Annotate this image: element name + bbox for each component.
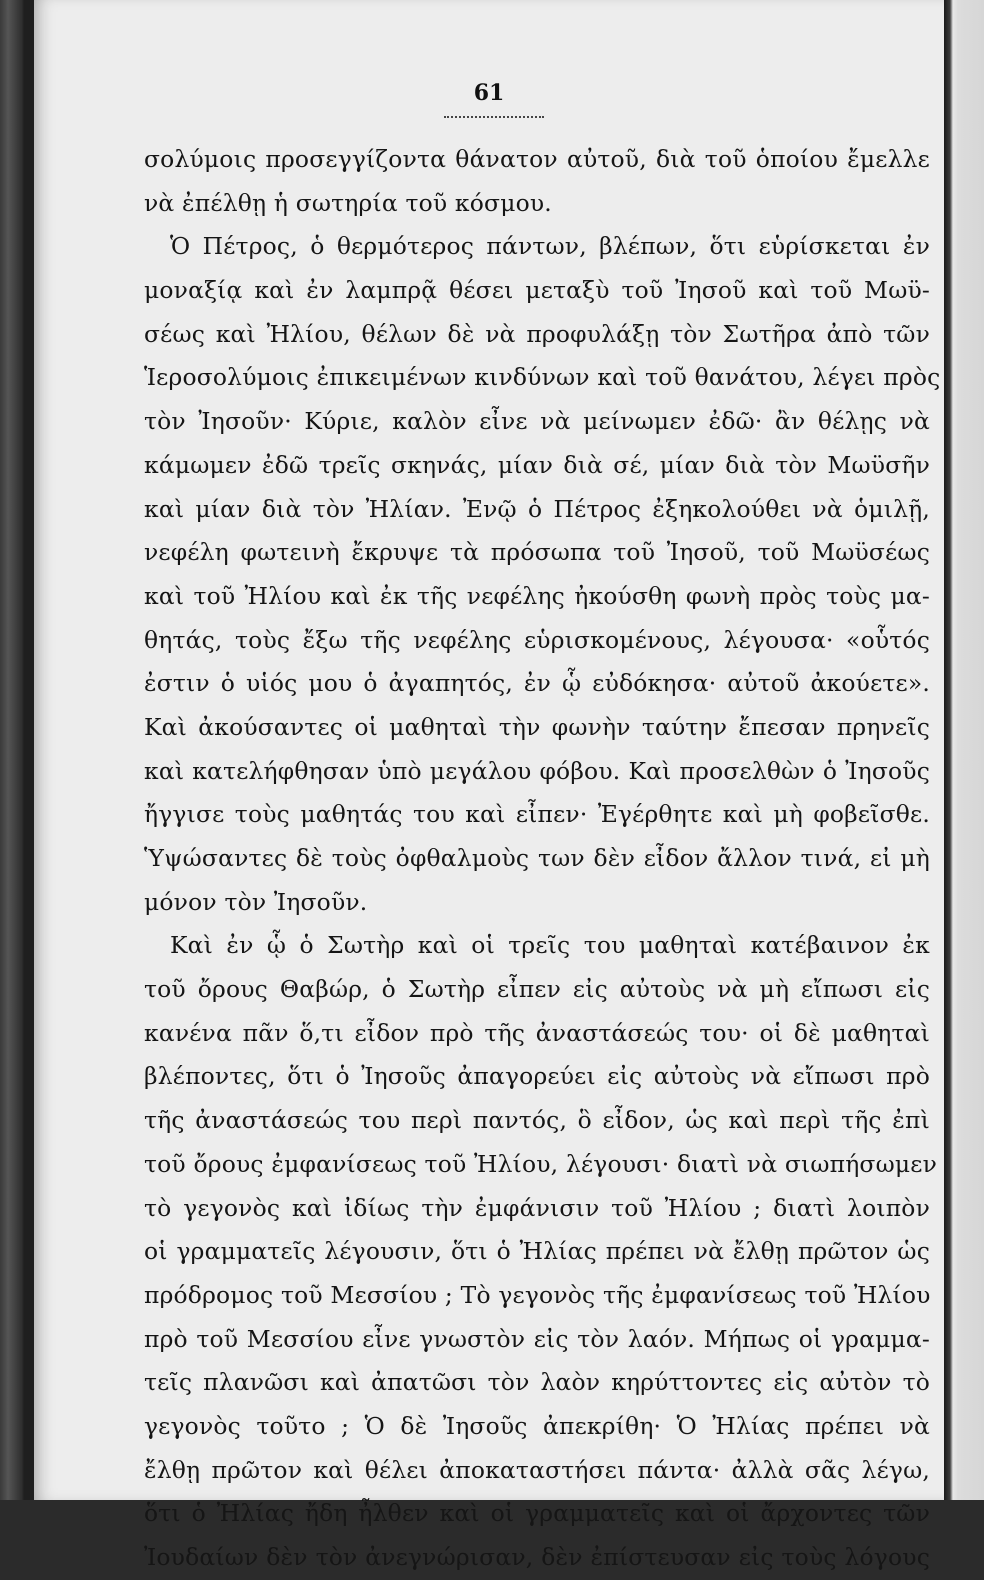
text-line: ἔλθῃ πρῶτον καὶ θέλει ἀποκαταστήσει πάντα· ἀλλὰ σᾶς λέγω,: [144, 1455, 930, 1484]
page-edge: [944, 0, 984, 1500]
text-line: τεῖς πλανῶσι καὶ ἀπατῶσι τὸν λαὸν κηρύττοντες εἰς αὐτὸν τὸ: [144, 1368, 930, 1397]
text-line: ὅτι ὁ Ἠλίας ἤδη ἦλθεν καὶ οἱ γραμματεῖς καὶ οἱ ἄρχοντες τῶν: [144, 1499, 930, 1528]
book-page: [34, 0, 944, 1571]
text-line: θητάς, τοὺς ἔξω τῆς νεφέλης εὑρισκομένους, λέγουσα· «οὗτός: [144, 625, 930, 654]
text-line: κάμωμεν ἐδῶ τρεῖς σκηνάς, μίαν διὰ σέ, μίαν διὰ τὸν Μωϋσῆν: [144, 450, 930, 479]
text-line: σέως καὶ Ἠλίου, θέλων δὲ νὰ προφυλάξῃ τὸν Σωτῆρα ἀπὸ τῶν: [144, 319, 930, 348]
text-line: καὶ τοῦ Ἠλίου καὶ ἐκ τῆς νεφέλης ἠκούσθη φωνὴ πρὸς τοὺς μα-: [144, 581, 930, 610]
text-line: ἐστιν ὁ υἱός μου ὁ ἀγαπητός, ἐν ᾧ εὐδόκησα· αὐτοῦ ἀκούετε».: [144, 669, 930, 698]
text-line: Ὑψώσαντες δὲ τοὺς ὀφθαλμοὺς των δὲν εἶδον ἄλλον τινά, εἰ μὴ: [144, 844, 930, 872]
text-line: τῆς ἀναστάσεώς του περὶ παντός, ὃ εἶδον, ὡς καὶ περὶ τῆς ἐπὶ: [144, 1106, 930, 1135]
text-line: πρόδρομος τοῦ Μεσσίου ; Τὸ γεγονὸς τῆς ἐμφανίσεως τοῦ Ἠλίου: [144, 1280, 931, 1309]
text-line: γεγονὸς τοῦτο ; Ὁ δὲ Ἰησοῦς ἀπεκρίθη· Ὁ Ἠλίας πρέπει νὰ: [144, 1411, 930, 1440]
text-line: καὶ μίαν διὰ τὸν Ἠλίαν. Ἐνῷ ὁ Πέτρος ἐξηκολούθει νὰ ὁμιλῇ,: [144, 494, 930, 523]
text-line: τοῦ ὄρους ἐμφανίσεως τοῦ Ἠλίου, λέγουσι· διατὶ νὰ σιωπήσωμεν: [144, 1149, 938, 1178]
text-line: σολύμοις προσεγγίζοντα θάνατον αὐτοῦ, διὰ τοῦ ὁποίου ἔμελλε: [144, 145, 930, 173]
text-line: βλέποντες, ὅτι ὁ Ἰησοῦς ἀπαγορεύει εἰς αὐτοὺς νὰ εἴπωσι πρὸ: [144, 1062, 930, 1091]
text-line: Καὶ ἀκούσαντες οἱ μαθηταὶ τὴν φωνὴν ταύτην ἔπεσαν πρηνεῖς: [144, 712, 930, 741]
text-line: ἤγγισε τοὺς μαθητάς του καὶ εἶπεν· Ἐγέρθητε καὶ μὴ φοβεῖσθε.: [144, 800, 930, 829]
text-line: νὰ ἐπέλθῃ ἡ σωτηρία τοῦ κόσμου.: [144, 188, 552, 217]
page-number-rule: [444, 116, 544, 118]
text-line: πρὸ τοῦ Μεσσίου εἶνε γνωστὸν εἰς τὸν λαόν. Μήπως οἱ γραμμα-: [144, 1324, 930, 1353]
text-line: Ὁ Πέτρος, ὁ θερμότερος πάντων, βλέπων, ὅτι εὑρίσκεται ἐν: [170, 232, 930, 261]
text-line: μόνον τὸν Ἰησοῦν.: [144, 887, 368, 916]
text-line: καὶ κατελήφθησαν ὑπὸ μεγάλου φόβου. Καὶ προσελθὼν ὁ Ἰησοῦς: [144, 756, 930, 785]
text-line: κανένα πᾶν ὅ,τι εἶδον πρὸ τῆς ἀναστάσεώς του· οἱ δὲ μαθηταὶ: [144, 1018, 930, 1047]
page-number: 61: [473, 80, 505, 106]
text-line: Ἰουδαίων δὲν τὸν ἀνεγνώρισαν, δὲν ἐπίστευσαν εἰς τοὺς λόγους: [144, 1543, 930, 1571]
text-line: νεφέλη φωτεινὴ ἔκρυψε τὰ πρόσωπα τοῦ Ἰησοῦ, τοῦ Μωϋσέως: [144, 538, 930, 567]
body-text: [144, 138, 941, 1580]
text-line: Ἱεροσολύμοις ἐπικειμένων κινδύνων καὶ τοῦ θανάτου, λέγει πρὸς: [144, 363, 941, 392]
text-line: τὸ γεγονὸς καὶ ἰδίως τὴν ἐμφάνισιν τοῦ Ἠλίου ; διατὶ λοιπὸν: [144, 1193, 930, 1222]
text-line: μοναξίᾳ καὶ ἐν λαμπρᾷ θέσει μεταξὺ τοῦ Ἰησοῦ καὶ τοῦ Μωϋ-: [144, 276, 930, 305]
text-line: τὸν Ἰησοῦν· Κύριε, καλὸν εἶνε νὰ μείνωμεν ἐδῶ· ἂν θέλῃς νὰ: [144, 407, 930, 436]
text-line: οἱ γραμματεῖς λέγουσιν, ὅτι ὁ Ἠλίας πρέπει νὰ ἔλθῃ πρῶτον ὡς: [144, 1237, 930, 1266]
text-line: τοῦ ὄρους Θαβώρ, ὁ Σωτὴρ εἶπεν εἰς αὐτοὺς νὰ μὴ εἴπωσι εἰς: [144, 975, 930, 1004]
text-line: Καὶ ἐν ᾧ ὁ Σωτὴρ καὶ οἱ τρεῖς του μαθηταὶ κατέβαινον ἐκ: [170, 931, 930, 960]
